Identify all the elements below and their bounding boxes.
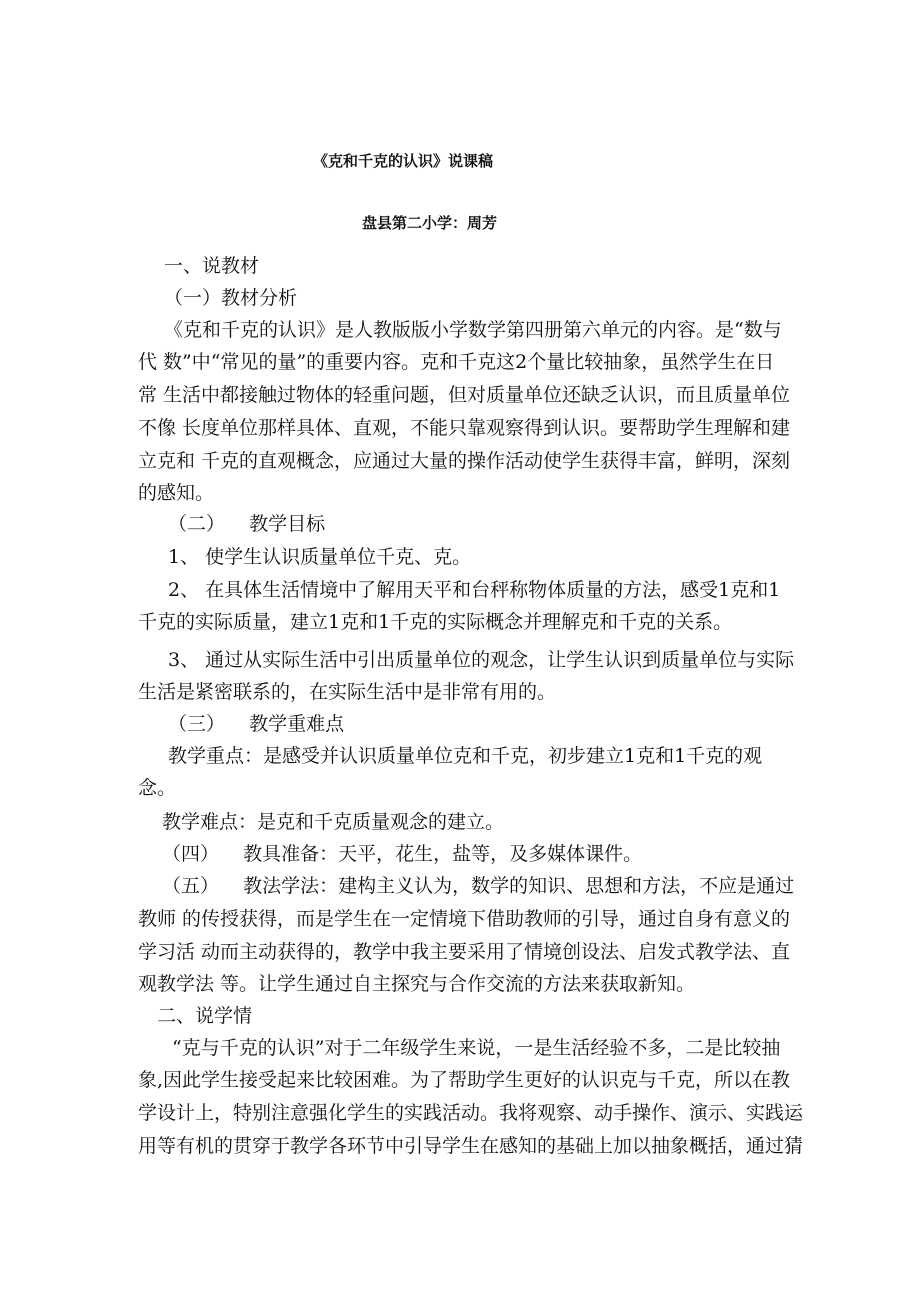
paragraph-line: 立克和 千克的直观概念，应通过大量的操作活动使学生获得丰富，鲜明，深刻 (138, 450, 791, 472)
subsection-heading: （四） 教具准备：天平，花生，盐等，及多媒体课件。 (162, 843, 643, 865)
paragraph-line: “克与千克的认识”对于二年级学生来说，一是生活经验不多，二是比较抽 (172, 1037, 781, 1059)
paragraph-line: 代 数”中“常见的量”的重要内容。克和千克这2个量比较抽象，虽然学生在日 (138, 351, 775, 373)
paragraph-line: 象,因此学生接受起来比较困难。为了帮助学生更好的认识克与千克，所以在教 (138, 1069, 791, 1091)
paragraph-line: 学习活 动而主动获得的，教学中我主要采用了情境创设法、启发式教学法、直 (138, 941, 791, 963)
list-item: 3、 通过从实际生活中引出质量单位的观念，让学生认识到质量单位与实际 (168, 649, 795, 671)
document-author: 盘县第二小学：周芳 (362, 214, 498, 232)
document-title: 《克和千克的认识》说课稿 (313, 152, 494, 170)
paragraph-line: 观教学法 等。让学生通过自主探究与合作交流的方法来获取新知。 (138, 973, 696, 995)
paragraph-line: 千克的实际质量，建立1克和1千克的实际概念并理解克和千克的关系。 (138, 611, 733, 633)
section-heading: 一、说教材 (164, 255, 260, 277)
section-heading: 二、说学情 (157, 1005, 253, 1027)
paragraph-line: 不像 长度单位那样具体、直观，不能只靠观察得到认识。要帮助学生理解和建 (138, 417, 791, 439)
paragraph-line: 教师 的传授获得，而是学生在一定情境下借助教师的引导，通过自身有意义的 (138, 908, 791, 930)
list-item: 2、 在具体生活情境中了解用天平和台秤称物体质量的方法，感受1克和1 (168, 579, 781, 601)
paragraph-line: 念。 (138, 777, 177, 799)
subsection-heading: （一）教材分析 (164, 287, 298, 309)
paragraph-line: 学设计上，特别注意强化学生的实践活动。我将观察、动手操作、演示、实践运 (138, 1102, 804, 1124)
paragraph-line: 生活是紧密联系的，在实际生活中是非常有用的。 (138, 681, 557, 703)
subsection-heading: （三） 教学重难点 (168, 713, 345, 735)
subsection-heading: （二） 教学目标 (168, 513, 326, 535)
paragraph-line: 教学重点：是感受并认识质量单位克和千克，初步建立1克和1千克的观 (168, 745, 763, 767)
subsection-heading: （五） 教法学法：建构主义认为，数学的知识、思想和方法，不应是通过 (162, 875, 795, 897)
paragraph-line: 教学难点：是克和千克质量观念的建立。 (162, 811, 505, 833)
paragraph-line: 《克和千克的认识》是人教版版小学数学第四册第六单元的内容。是“数与 (164, 319, 782, 341)
paragraph-line: 用等有机的贯穿于教学各环节中引导学生在感知的基础上加以抽象概括，通过猜 (138, 1135, 804, 1157)
paragraph-line: 常 生活中都接触过物体的轻重问题，但对质量单位还缺乏认识，而且质量单位 (138, 384, 791, 406)
paragraph-line: 的感知。 (138, 482, 215, 504)
list-item: 1、 使学生认识质量单位千克、克。 (168, 546, 472, 568)
